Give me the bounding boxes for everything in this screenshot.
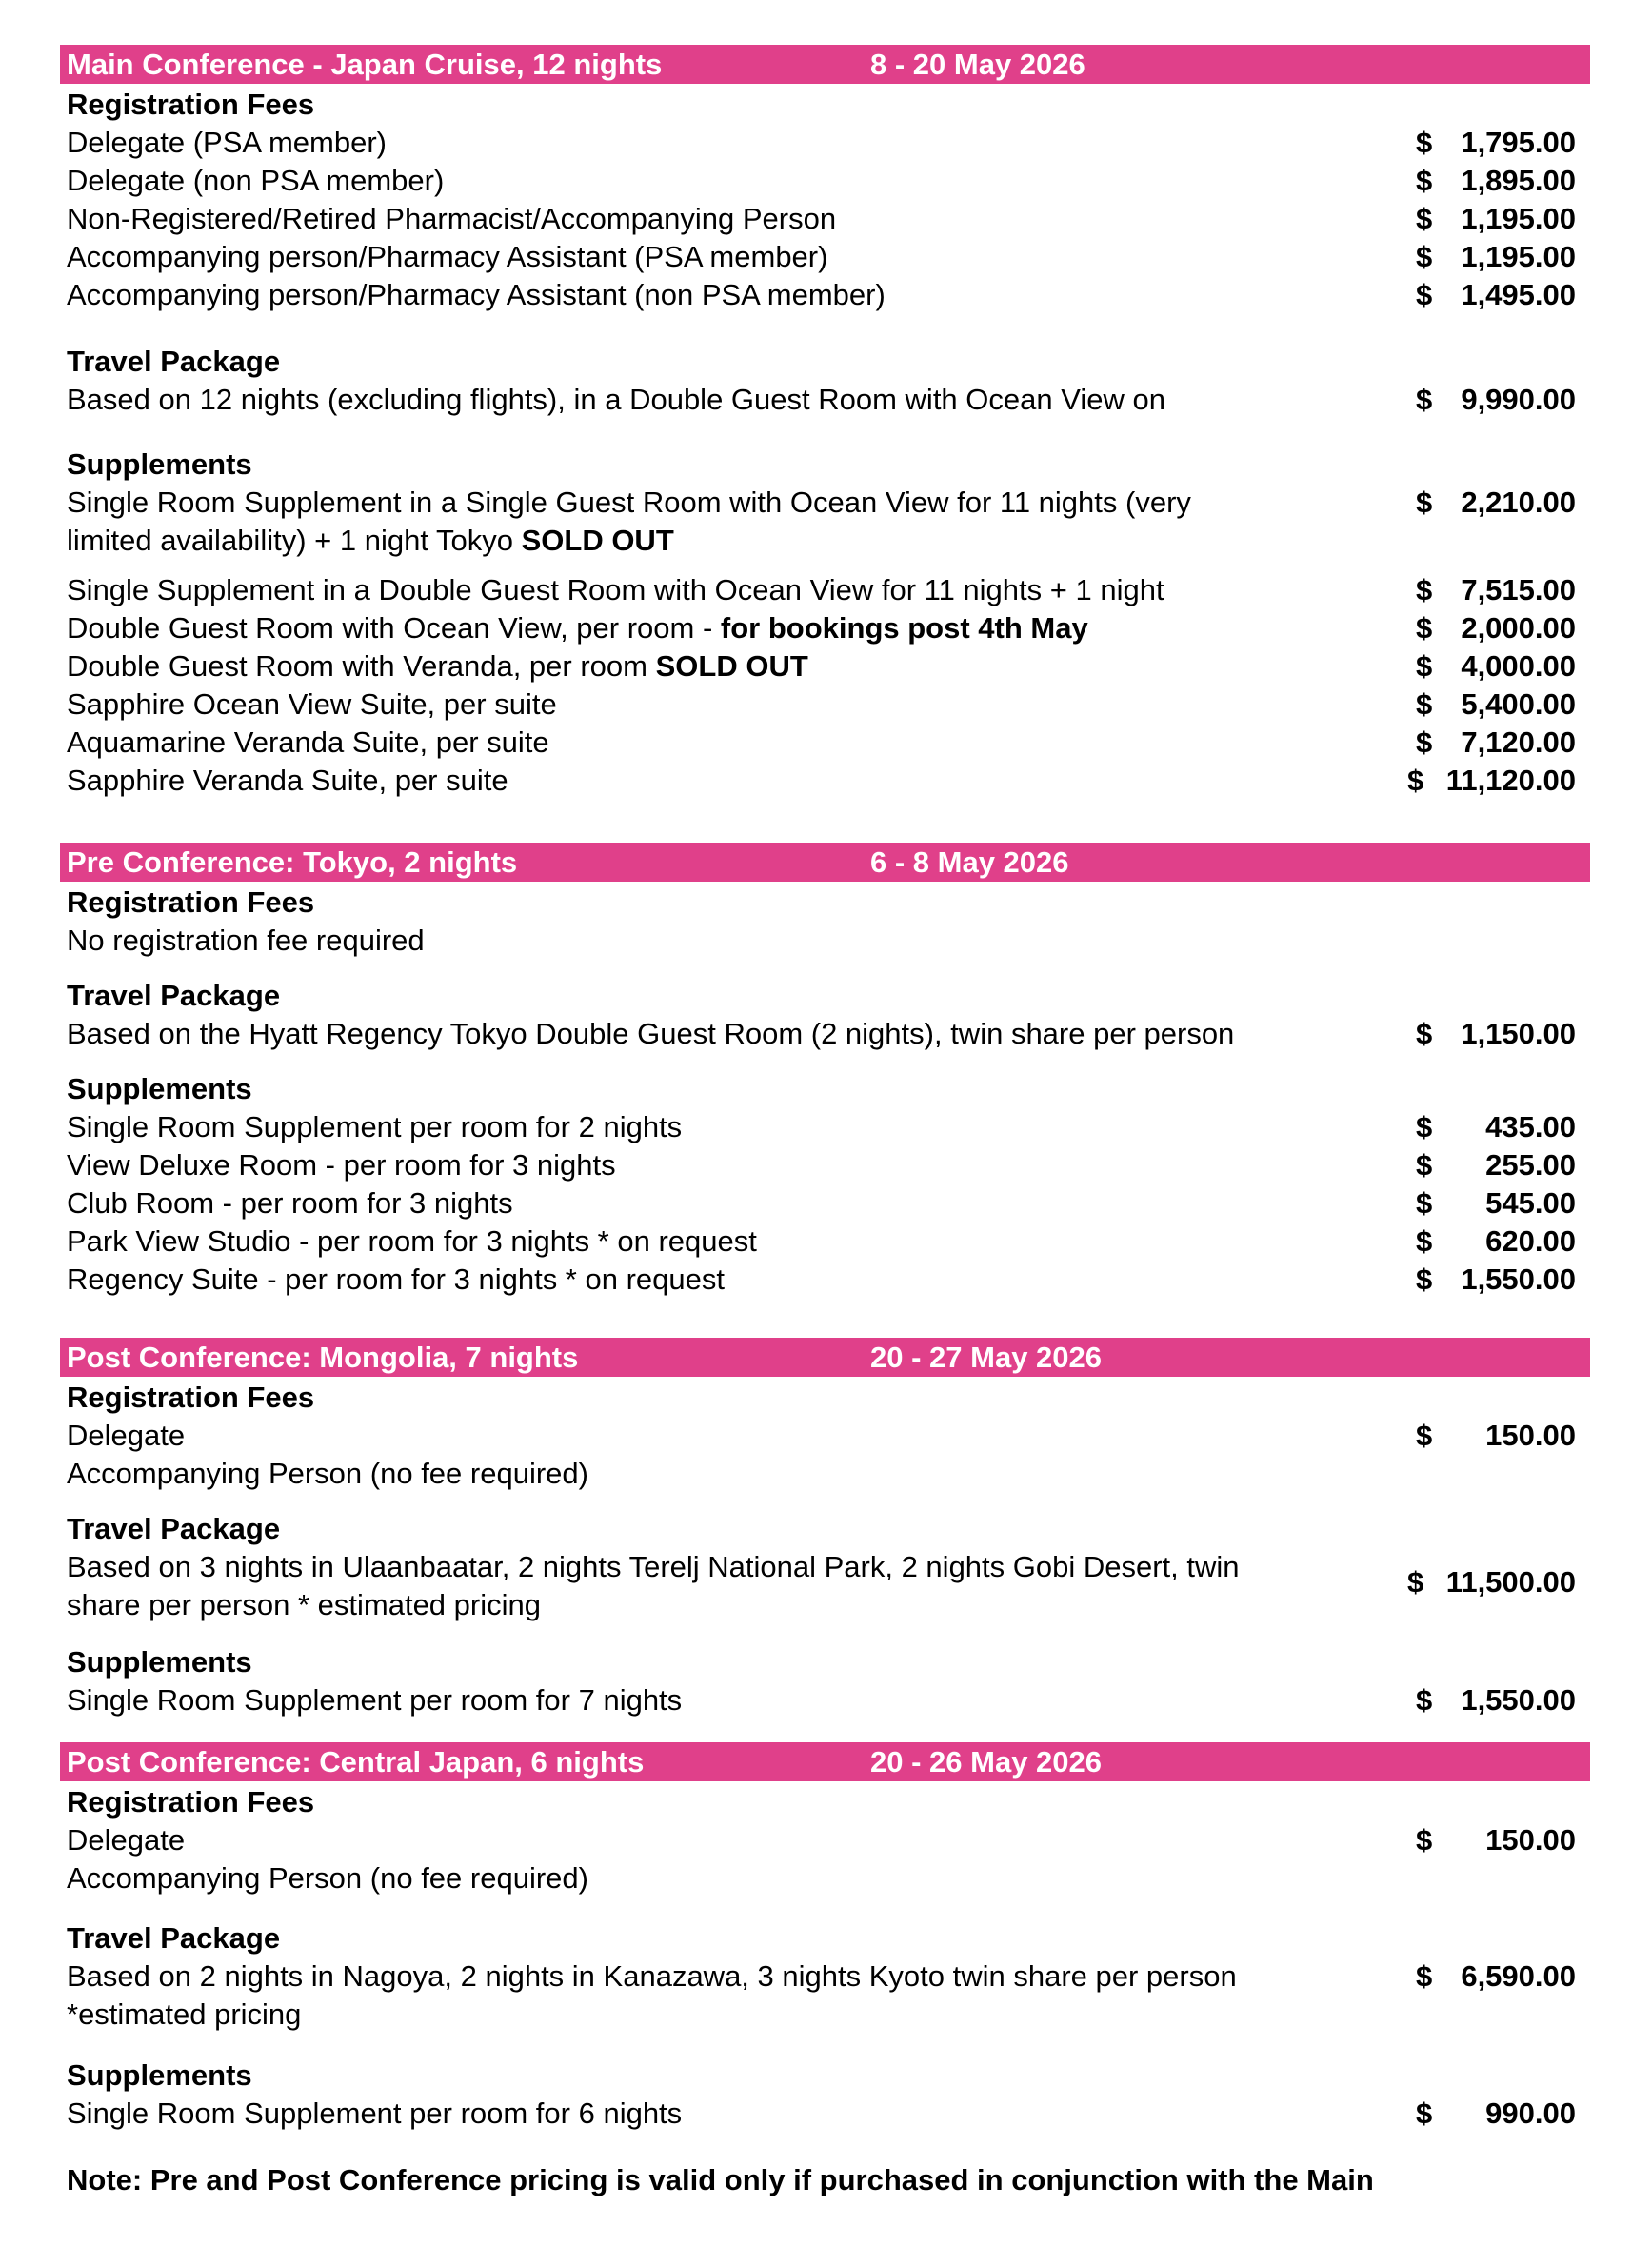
subsection-heading-row [0, 1377, 1652, 1415]
item-label [67, 1958, 1247, 2034]
item-label [67, 571, 1247, 609]
currency-symbol: $ [1416, 383, 1433, 416]
currency-symbol: $ [1416, 1419, 1433, 1452]
currency-symbol: $ [1416, 1148, 1433, 1182]
currency-symbol: $ [1416, 240, 1433, 273]
item-label-text: Registration Fees [67, 1381, 315, 1414]
item-label-text: Based on the Hyatt Regency Tokyo Double Guest Room (2 nights), twin share per person [67, 1017, 1235, 1050]
item-label-text: Registration Fees [67, 88, 315, 121]
price-row [0, 1013, 1652, 1051]
subsection-heading [67, 977, 1247, 1015]
subsection-heading-row [0, 1781, 1652, 1819]
item-label [67, 609, 1247, 647]
section-title: Pre Conference: Tokyo, 2 nights [67, 845, 518, 879]
currency-symbol: $ [1416, 726, 1433, 759]
price-row [0, 684, 1652, 722]
currency-symbol: $ [1416, 1823, 1433, 1857]
price-row [0, 274, 1652, 312]
price-amount: 4,000.00 [1461, 649, 1576, 683]
price-row [0, 1106, 1652, 1144]
subsection-heading [67, 1070, 1247, 1108]
item-label-emphasis: SOLD OUT [521, 524, 674, 557]
section-header-bar [60, 45, 1590, 84]
price-amount: 2,210.00 [1461, 486, 1576, 519]
item-label [67, 1184, 1247, 1222]
item-label-text: Regency Suite - per room for 3 nights * on request [67, 1262, 725, 1296]
price-row [0, 920, 1652, 958]
price-amount: 255.00 [1485, 1148, 1576, 1182]
item-label-text: Single Room Supplement per room for 2 nights [67, 1110, 683, 1143]
price-row [0, 760, 1652, 798]
subsection-heading-row [0, 1918, 1652, 1956]
currency-symbol: $ [1416, 126, 1433, 159]
subsection-heading-row [0, 341, 1652, 379]
currency-symbol: $ [1416, 1683, 1433, 1717]
price-row [0, 1819, 1652, 1858]
subsection-heading [67, 1643, 1247, 1681]
subsection-heading-row [0, 975, 1652, 1013]
item-label-text: Delegate (non PSA member) [67, 164, 445, 197]
subsection-heading-row [0, 2055, 1652, 2093]
item-label-text: Accompanying person/Pharmacy Assistant (non PSA member) [67, 278, 886, 311]
item-label-text: Supplements [67, 1645, 252, 1679]
item-label [67, 647, 1247, 686]
price-row [0, 569, 1652, 607]
item-label-text: Travel Package [67, 345, 281, 378]
price-amount: 7,120.00 [1461, 726, 1576, 759]
item-label-text: Accompanying Person (no fee required) [67, 1861, 588, 1895]
item-label [67, 1417, 1247, 1455]
price-amount: 1,495.00 [1461, 278, 1576, 311]
item-label [67, 686, 1247, 724]
item-label [67, 238, 1247, 276]
item-label-text: Based on 12 nights (excluding flights), in a Double Guest Room with Ocean View on [67, 383, 1165, 416]
price-amount: 150.00 [1485, 1419, 1576, 1452]
item-label-text: Travel Package [67, 1921, 281, 1955]
section-dates: 20 - 26 May 2026 [870, 1745, 1103, 1779]
price-amount: 5,400.00 [1461, 687, 1576, 721]
subsection-heading-row [0, 882, 1652, 920]
item-label-text: Non-Registered/Retired Pharmacist/Accompanying Person [67, 202, 837, 235]
item-label [67, 1859, 1247, 1898]
item-label-text: No registration fee required [67, 924, 425, 957]
section-dates: 6 - 8 May 2026 [870, 845, 1069, 879]
item-label-text: Single Supplement in a Double Guest Room with Ocean View for 11 nights + 1 night [67, 573, 1164, 606]
price-amount: 1,195.00 [1461, 202, 1576, 235]
item-label-text: Travel Package [67, 1512, 281, 1545]
price-row [0, 1858, 1652, 1896]
item-label-text: Sapphire Ocean View Suite, per suite [67, 687, 557, 721]
price-amount: 2,000.00 [1461, 611, 1576, 645]
item-label [67, 162, 1247, 200]
item-label [67, 724, 1247, 762]
item-label [67, 276, 1247, 314]
price-amount: 6,590.00 [1461, 1959, 1576, 1993]
currency-symbol: $ [1416, 1186, 1433, 1220]
currency-symbol: $ [1416, 164, 1433, 197]
item-label-text: Accompanying Person (no fee required) [67, 1457, 588, 1490]
item-label [67, 762, 1247, 800]
item-label-text: Based on 3 nights in Ulaanbaatar, 2 nights Terelj National Park, 2 nights Gobi Desert, twin share per person * estimated pricing [67, 1550, 1240, 1621]
item-label-text: Double Guest Room with Veranda, per room [67, 649, 647, 683]
price-amount: 1,550.00 [1461, 1262, 1576, 1296]
currency-symbol: $ [1416, 1017, 1433, 1050]
item-label [67, 1681, 1247, 1719]
item-label-text: Aquamarine Veranda Suite, per suite [67, 726, 549, 759]
price-row [0, 379, 1652, 417]
item-label-text: Registration Fees [67, 885, 315, 919]
subsection-heading [67, 1783, 1247, 1821]
item-label [67, 1108, 1247, 1146]
item-label-text: Club Room - per room for 3 nights [67, 1186, 513, 1220]
currency-symbol: $ [1416, 573, 1433, 606]
currency-symbol: $ [1407, 1565, 1424, 1599]
price-amount: 620.00 [1485, 1224, 1576, 1258]
price-amount: 11,500.00 [1445, 1565, 1576, 1599]
section-dates: 8 - 20 May 2026 [870, 48, 1085, 81]
currency-symbol: $ [1416, 649, 1433, 683]
subsection-heading [67, 2057, 1247, 2095]
section-header-bar [60, 843, 1590, 882]
price-row [0, 1453, 1652, 1491]
item-label [67, 1821, 1247, 1859]
item-label [67, 484, 1247, 560]
price-row [0, 1259, 1652, 1297]
item-label-text: Single Room Supplement per room for 6 nights [67, 2097, 683, 2130]
item-label [67, 381, 1247, 419]
item-label-text: Delegate (PSA member) [67, 126, 387, 159]
subsection-heading [67, 1919, 1247, 1958]
subsection-heading-row [0, 1641, 1652, 1680]
section-title: Post Conference: Central Japan, 6 nights [67, 1745, 645, 1779]
item-label [67, 1222, 1247, 1261]
item-label [67, 200, 1247, 238]
item-label-text: Based on 2 nights in Nagoya, 2 nights in Kanazawa, 3 nights Kyoto twin share per person *estimated pricing [67, 1959, 1237, 2031]
price-row [0, 1415, 1652, 1453]
item-label [67, 1548, 1247, 1624]
price-row [0, 122, 1652, 160]
section-dates: 20 - 27 May 2026 [870, 1341, 1103, 1374]
item-label-text: Sapphire Veranda Suite, per suite [67, 764, 508, 797]
price-amount: 150.00 [1485, 1823, 1576, 1857]
price-row [0, 722, 1652, 760]
item-label [67, 1455, 1247, 1493]
price-amount: 1,895.00 [1461, 164, 1576, 197]
price-row [0, 1680, 1652, 1718]
currency-symbol: $ [1416, 1262, 1433, 1296]
item-label [67, 922, 1247, 960]
price-amount: 545.00 [1485, 1186, 1576, 1220]
item-label-text: Travel Package [67, 979, 281, 1012]
price-row [0, 607, 1652, 646]
item-label-text: Delegate [67, 1419, 186, 1452]
item-label-text: Single Room Supplement in a Single Guest Room with Ocean View for 11 nights (very limited availability) + 1 night Tokyo [67, 486, 1191, 557]
subsection-heading [67, 86, 1247, 124]
section-header-bar [60, 1742, 1590, 1781]
section-title: Main Conference - Japan Cruise, 12 nights [67, 48, 663, 81]
currency-symbol: $ [1416, 687, 1433, 721]
price-row [0, 2093, 1652, 2131]
price-amount: 1,150.00 [1461, 1017, 1576, 1050]
item-label [67, 124, 1247, 162]
price-amount: 11,120.00 [1445, 764, 1576, 797]
price-row [0, 1956, 1652, 2031]
item-label-text: Registration Fees [67, 1785, 315, 1819]
subsection-heading [67, 884, 1247, 922]
item-label [67, 1146, 1247, 1184]
section-header-bar [60, 1338, 1590, 1377]
currency-symbol: $ [1416, 202, 1433, 235]
price-amount: 1,195.00 [1461, 240, 1576, 273]
item-label-text: Accompanying person/Pharmacy Assistant (PSA member) [67, 240, 828, 273]
subsection-heading [67, 1510, 1247, 1548]
item-label-text: Park View Studio - per room for 3 nights * on request [67, 1224, 757, 1258]
price-row [0, 198, 1652, 236]
currency-symbol: $ [1416, 1959, 1433, 1993]
subsection-heading [67, 446, 1247, 484]
item-label-text: Delegate [67, 1823, 186, 1857]
item-label-emphasis: SOLD OUT [655, 649, 808, 683]
item-label [67, 1261, 1247, 1299]
price-amount: 990.00 [1485, 2097, 1576, 2130]
subsection-heading-row [0, 84, 1652, 122]
price-row [0, 160, 1652, 198]
currency-symbol: $ [1416, 2097, 1433, 2130]
price-amount: 7,515.00 [1461, 573, 1576, 606]
item-label-text: Double Guest Room with Ocean View, per room - [67, 611, 713, 645]
price-amount: 1,795.00 [1461, 126, 1576, 159]
currency-symbol: $ [1416, 278, 1433, 311]
subsection-heading [67, 343, 1247, 381]
item-label-text: Single Room Supplement per room for 7 nights [67, 1683, 683, 1717]
subsection-heading-row [0, 1068, 1652, 1106]
currency-symbol: $ [1416, 1224, 1433, 1258]
price-amount: 435.00 [1485, 1110, 1576, 1143]
price-row [0, 1221, 1652, 1259]
price-row [0, 1546, 1652, 1621]
item-label-text: Supplements [67, 447, 252, 481]
currency-symbol: $ [1416, 1110, 1433, 1143]
currency-symbol: $ [1416, 486, 1433, 519]
price-row [0, 1144, 1652, 1183]
footer-note: Note: Pre and Post Conference pricing is valid only if purchased in conjunction with the Main [67, 2163, 1374, 2196]
currency-symbol: $ [1416, 611, 1433, 645]
section-title: Post Conference: Mongolia, 7 nights [67, 1341, 579, 1374]
price-amount: 1,550.00 [1461, 1683, 1576, 1717]
subsection-heading [67, 1379, 1247, 1417]
price-row [0, 646, 1652, 684]
price-row [0, 236, 1652, 274]
subsection-heading-row [0, 444, 1652, 482]
item-label-text: Supplements [67, 1072, 252, 1105]
item-label [67, 2095, 1247, 2133]
item-label [67, 1015, 1247, 1053]
currency-symbol: $ [1407, 764, 1424, 797]
price-row [0, 482, 1652, 557]
item-label-text: View Deluxe Room - per room for 3 nights [67, 1148, 616, 1182]
price-amount: 9,990.00 [1461, 383, 1576, 416]
subsection-heading-row [0, 1508, 1652, 1546]
price-row [0, 1183, 1652, 1221]
item-label-text: Supplements [67, 2058, 252, 2092]
item-label-emphasis: for bookings post 4th May [720, 611, 1088, 645]
